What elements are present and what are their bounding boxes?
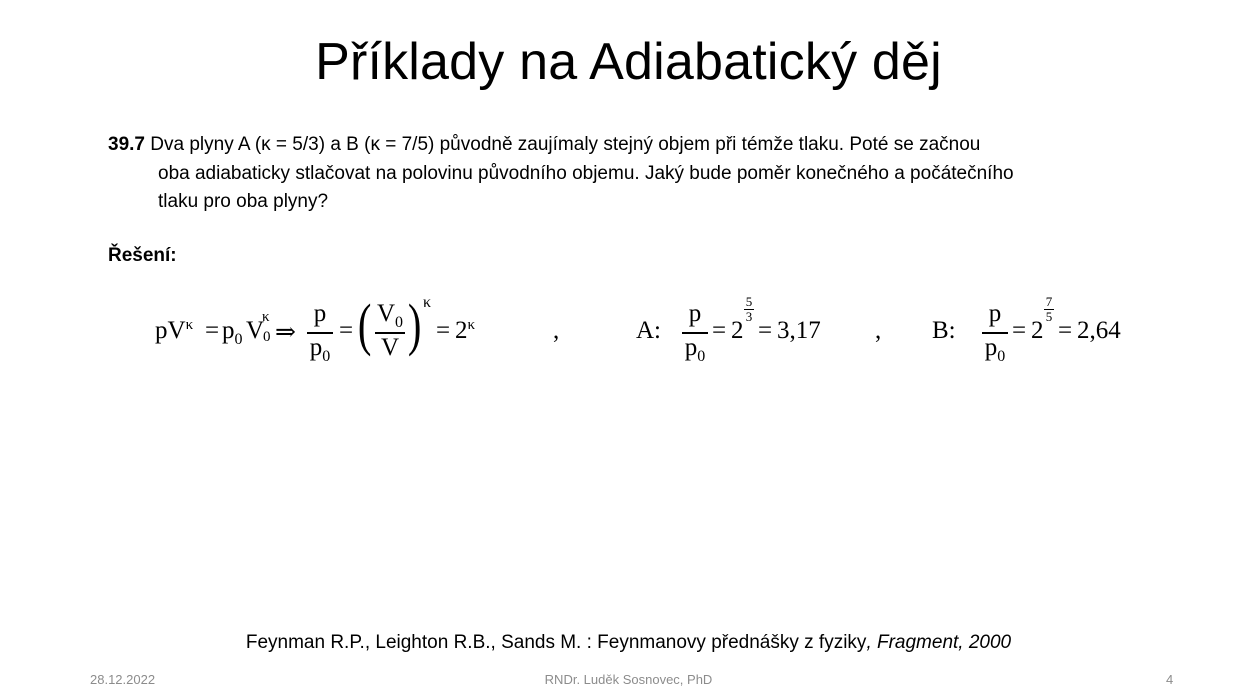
exponent-7-5: 7 5 xyxy=(1045,294,1053,324)
solution-label: Řešení: xyxy=(108,245,177,266)
exponent-5-3: 5 3 xyxy=(745,294,753,324)
problem-number: 39.7 xyxy=(108,134,145,155)
problem-text xyxy=(108,131,1168,217)
footer-author: RNDr. Luděk Sosnovec, PhD xyxy=(544,672,713,687)
problem-line-1: 39.7 Dva plyny A (κ = 5/3) a B (κ = 7/5) původně zaujímaly stejný objem při témže tlaku. Poté se začnou xyxy=(108,134,981,155)
footer-date: 28.12.2022 xyxy=(90,672,156,687)
equation-general: $pV^\kappa$ = $p_0$ V κ 0 ⇒ p $p_0$ = ( $V_0$ V ) κ = $2^\kappa$ xyxy=(155,292,476,365)
separator-comma-1: , xyxy=(553,317,560,344)
footer-page-number: 4 xyxy=(1166,672,1174,687)
fraction-v0-over-v: $V_0$ V xyxy=(376,300,404,361)
equation-b: B: p $p_0$ = 2 7 5 = 2,64 xyxy=(932,294,1121,365)
problem-line-3: tlaku pro oba plyny? xyxy=(158,191,329,212)
separator-comma-2: , xyxy=(875,317,882,344)
equation-a: A: p $p_0$ = 2 5 3 = 3,17 xyxy=(636,294,821,365)
slide-title: Příklady na Adiabatický děj xyxy=(315,33,942,91)
citation: Feynman R.P., Leighton R.B., Sands M. : Feynmanovy přednášky z fyziky, Fragment, 2000 xyxy=(245,632,1012,653)
problem-line-2: oba adiabaticky stlačovat na polovinu původního objemu. Jaký bude poměr konečného a počátečního xyxy=(158,162,1014,184)
fraction-p-over-p0: p $p_0$ xyxy=(307,300,333,366)
